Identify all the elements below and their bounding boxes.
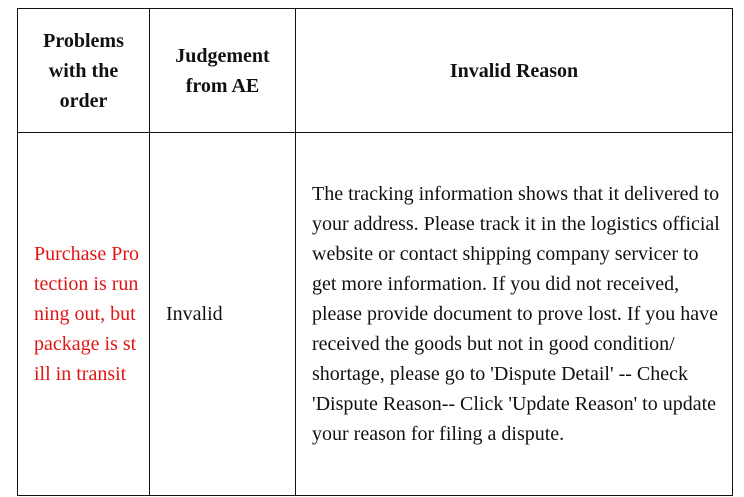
header-judgement: Judgement from AE xyxy=(150,9,296,133)
table-header-row xyxy=(18,9,733,133)
header-problems: Problems with the order xyxy=(18,9,150,133)
dispute-table xyxy=(17,8,733,496)
problem-cell: Purchase Protection is running out, but package is still in transit xyxy=(18,133,150,496)
invalid-reason-cell: The tracking information shows that it delivered to your address. Please track it in the logistics official website or contact shipping company servicer to get more information. If you did not received, please provide document to prove lost. If you have received the goods but not in good condition/ shortage, please go to 'Dispute Detail' -- Check 'Dispute Reason-- Click 'Update Reason' to update your reason for filing a dispute. xyxy=(296,133,733,496)
header-invalid-reason: Invalid Reason xyxy=(296,9,733,133)
dispute-table-container xyxy=(17,8,732,495)
judgement-cell: Invalid xyxy=(150,133,296,496)
table-row xyxy=(18,133,733,496)
